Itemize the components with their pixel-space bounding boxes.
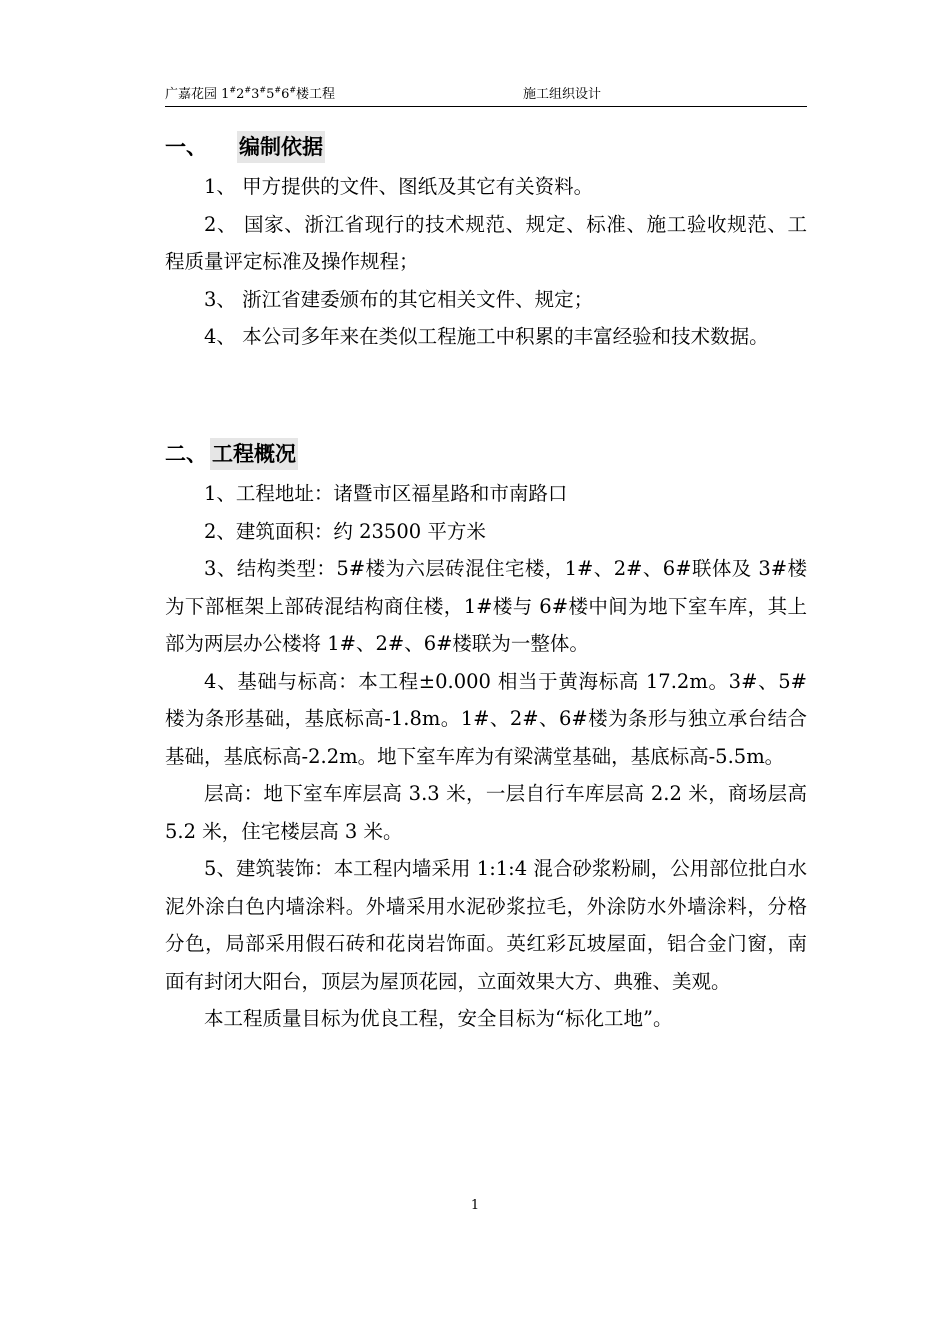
paragraph: 2、 国家、浙江省现行的技术规范、规定、标准、施工验收规范、工程质量评定标准及操作规程； bbox=[165, 212, 807, 273]
section-title: 工程概况 bbox=[210, 438, 298, 470]
paragraph: 4、基础与标高：本工程±0.000 相当于黄海标高 17.2m。3#、5#楼为条形基础，基底标高-1.8m。1#、2#、6#楼为条形与独立承台结合基础，基底标高-2.2m。地下室车库为有梁满堂基础，基底标高-5.5m。 bbox=[165, 669, 807, 768]
header-sup: # bbox=[259, 85, 267, 95]
header-sup: # bbox=[229, 85, 237, 95]
header-project-name bbox=[165, 86, 335, 104]
paragraph: 层高：地下室车库层高 3.3 米，一层自行车库层高 2.2 米，商场层高 5.2 米，住宅楼层高 3 米。 bbox=[165, 782, 807, 843]
header-text: 2 bbox=[236, 87, 245, 102]
header-document-type: 施工组织设计 bbox=[523, 87, 602, 102]
section-1-body bbox=[165, 168, 807, 356]
section-heading-2 bbox=[165, 438, 296, 470]
header-text: 3 bbox=[251, 87, 260, 102]
page-number: 1 bbox=[470, 1198, 480, 1213]
header-sup: # bbox=[244, 85, 252, 95]
paragraph: 5、建筑装饰：本工程内墙采用 1:1:4 混合砂浆粉刷，公用部位批白水泥外涂白色内墙涂料。外墙采用水泥砂浆拉毛，外涂防水外墙涂料，分格分色，局部采用假石砖和花岗岩饰面。英红彩瓦坡屋面，铝合金门窗，南面有封闭大阳台，顶层为屋顶花园，立面效果大方、典雅、美观。 bbox=[165, 857, 807, 993]
header-text: 楼工程 bbox=[296, 87, 336, 102]
header-text: 5 bbox=[266, 87, 275, 102]
section-heading-1 bbox=[165, 131, 323, 163]
paragraph: 3、结构类型：5#楼为六层砖混住宅楼，1#、2#、6#联体及 3#楼为下部框架上部砖混结构商住楼，1#楼与 6#楼中间为地下室车库，其上部为两层办公楼将 1#、2#、6#楼联为一整体。 bbox=[165, 557, 807, 655]
header-text: 6 bbox=[281, 87, 290, 102]
page-header bbox=[165, 86, 807, 107]
section-number: 二、 bbox=[165, 442, 207, 466]
header-sup: # bbox=[274, 85, 282, 95]
header-text: 广嘉花园 1 bbox=[165, 87, 230, 102]
section-2-body bbox=[165, 475, 807, 1038]
paragraph: 2、建筑面积：约 23500 平方米 bbox=[204, 519, 486, 543]
paragraph: 1、工程地址：诸暨市区福星路和市南路口 bbox=[204, 482, 568, 505]
section-title: 编制依据 bbox=[237, 131, 325, 163]
header-sup: # bbox=[289, 85, 297, 95]
section-number: 一、 bbox=[165, 135, 207, 159]
paragraph: 4、 本公司多年来在类似工程施工中积累的丰富经验和技术数据。 bbox=[204, 325, 769, 348]
paragraph: 1、 甲方提供的文件、图纸及其它有关资料。 bbox=[204, 175, 594, 198]
paragraph: 3、 浙江省建委颁布的其它相关文件、规定； bbox=[204, 287, 594, 311]
paragraph: 本工程质量目标为优良工程，安全目标为“标化工地”。 bbox=[204, 1007, 673, 1030]
